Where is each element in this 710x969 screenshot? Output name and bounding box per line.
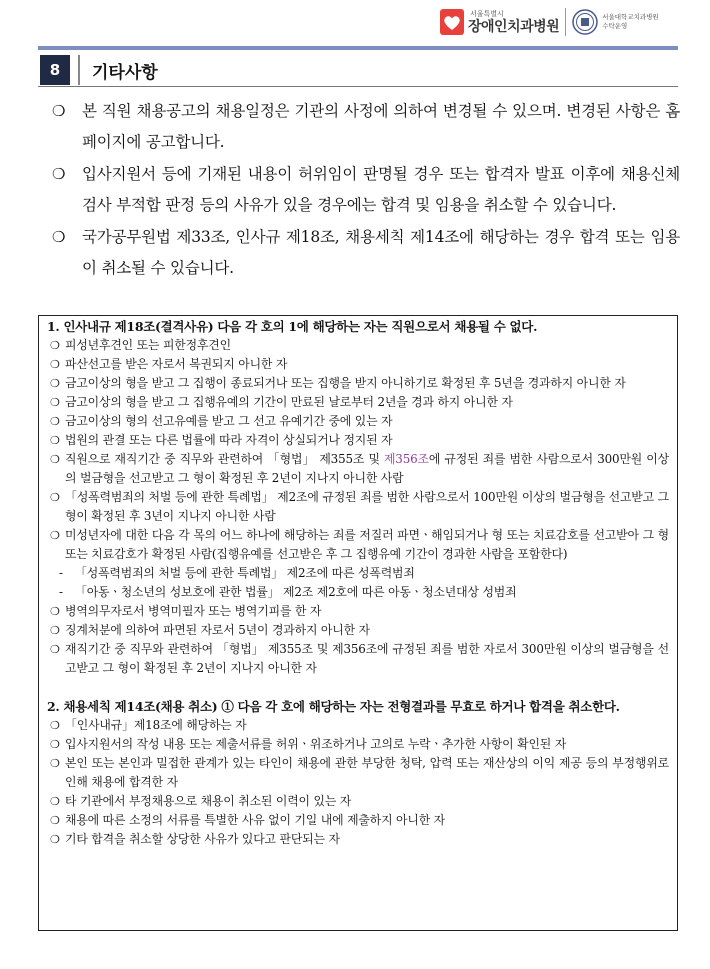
- notice-item: [50, 222, 680, 283]
- small-bullet-icon: ❍: [50, 605, 60, 618]
- box-list-item: ❍ 금고이상의 형을 받고 그 집행유예의 기간이 만료된 날로부터 2년을 경과 하지 아니한 자: [47, 393, 669, 412]
- small-bullet-icon: ❍: [50, 814, 60, 827]
- small-bullet-icon: ❍: [50, 339, 60, 352]
- box-heading-1: 1. 인사내규 제18조(결격사유) 다음 각 호의 1에 해당하는 자는 직원으로서 채용될 수 없다.: [47, 319, 538, 334]
- box-list-item: ❍ 입사지원서의 작성 내용 또는 제출서류를 허위ㆍ위조하거나 고의로 누락ㆍ추가한 사항이 확인된 자: [47, 735, 669, 754]
- box-list-item: ❍ 기타 합격을 취소할 상당한 사유가 있다고 판단되는 자: [47, 830, 669, 849]
- small-bullet-icon: ❍: [50, 377, 60, 390]
- box-list-item: ❍ 금고이상의 형을 받고 그 집행이 종료되거나 또는 집행을 받지 아니하기로 확정된 후 5년을 경과하지 아니한 자: [47, 374, 669, 393]
- box-list-item: ❍ 「인사내규」제18조에 해당하는 자: [47, 716, 669, 735]
- disqualification-box: [38, 315, 678, 931]
- box-list-item: ❍ 병역의무자로서 병역미필자 또는 병역기피를 한 자: [47, 602, 669, 621]
- box-list-item: ❍ 피성년후견인 또는 피한정후견인: [47, 336, 669, 355]
- dash-icon: -: [59, 585, 63, 599]
- box-sub-item: - 「아동ㆍ청소년의 성보호에 관한 법률」 제2조 제2호에 따른 아동ㆍ청소년대상 성범죄: [47, 583, 669, 602]
- notice-text: 입사지원서 등에 기재된 내용이 허위임이 판명될 경우 또는 합격자 발표 이후에 채용신체검사 부적합 판정 등의 사유가 있을 경우에는 합격 및 임용을 취소할 수 있습니다.: [82, 165, 680, 214]
- small-bullet-icon: ❍: [50, 396, 60, 409]
- small-bullet-icon: ❍: [50, 738, 60, 751]
- small-bullet-icon: ❍: [50, 434, 60, 447]
- notice-item: [50, 96, 680, 157]
- bullet-icon: ❍: [52, 228, 66, 246]
- small-bullet-icon: ❍: [50, 453, 60, 466]
- university-name: 서울대학교치과병원: [602, 12, 659, 21]
- small-bullet-icon: ❍: [50, 757, 60, 770]
- small-bullet-icon: ❍: [50, 795, 60, 808]
- box-list-item: ❍ 파산선고를 받은 자로서 복권되지 아니한 자: [47, 355, 669, 374]
- brand-hospital-name: 장애인치과병원: [468, 18, 560, 35]
- university-operation: 수탁운영: [602, 22, 628, 30]
- small-bullet-icon: ❍: [50, 719, 60, 732]
- box-list-item: ❍ 재직기간 중 직무와 관련하여 「형법」 제355조 및 제356조에 규정된 죄를 범한 자로서 300만원 이상의 벌금형을 선고받고 그 형이 확정된 후 2년이 지나지 아니한 자: [50, 642, 669, 675]
- notice-text: 국가공무원법 제33조, 인사규 제18조, 채용세칙 제14조에 해당하는 경우 합격 또는 임용이 취소될 수 있습니다.: [82, 228, 680, 277]
- spacer: [47, 678, 669, 698]
- small-bullet-icon: ❍: [50, 529, 60, 542]
- box-list-item: ❍ 미성년자에 대한 다음 각 목의 어느 하나에 해당하는 죄를 저질러 파면ㆍ해임되거나 형 또는 치료감호를 선고받아 그 형 또는 치료감호가 확정된 사람(집행유예를 선고받은 후 그 집행유예 기간이 경과한 사람을 포함한다): [50, 528, 669, 561]
- box-list-item: ❍ 채용에 따른 소정의 서류를 특별한 사유 없이 기일 내에 제출하지 아니한 자: [47, 811, 669, 830]
- heart-logo-icon: [440, 9, 464, 35]
- section-title: 기타사항: [92, 63, 158, 83]
- university-label: [602, 13, 659, 31]
- box-list-item: ❍ 금고이상의 형의 선고유예를 받고 그 선고 유예기간 중에 있는 자: [47, 412, 669, 431]
- box-list-item: ❍ 타 기관에서 부정채용으로 채용이 취소된 이력이 있는 자: [47, 792, 669, 811]
- box-heading-2: 2. 채용세칙 제14조(채용 취소) ① 다음 각 호에 해당하는 자는 전형결과를 무효로 하거나 합격을 취소한다.: [47, 699, 620, 714]
- box-list-item: ❍ 직원으로 재직기간 중 직무와 관련하여 「형법」 제355조 및 제356조에 규정된 죄를 범한 사람으로서 300만원 이상의 벌금형을 선고받고 그 형이 확정된 후 2년이 지나지 아니한 사람: [50, 452, 669, 485]
- small-bullet-icon: ❍: [50, 358, 60, 371]
- small-bullet-icon: ❍: [50, 624, 60, 637]
- page-header: [0, 0, 710, 46]
- hospital-brand: [440, 4, 659, 40]
- dash-icon: -: [59, 566, 63, 580]
- notice-text: 본 직원 채용공고의 채용일정은 기관의 사정에 의하여 변경될 수 있으며. 변경된 사항은 홈페이지에 공고합니다.: [82, 102, 680, 151]
- section-divider: [78, 55, 80, 85]
- header-rule: [38, 46, 678, 50]
- box-list-item: ❍ 본인 또는 본인과 밀접한 관계가 있는 타인이 채용에 관한 부당한 청탁, 압력 또는 재산상의 이익 제공 등의 부정행위로 인해 채용에 합격한 자: [50, 756, 669, 789]
- brand-city-label: 서울특별시: [470, 9, 504, 18]
- university-seal-icon: [572, 9, 598, 35]
- highlighted-article: 제356조: [383, 452, 429, 466]
- section-number: 8: [40, 55, 70, 85]
- box-sub-item: - 「성폭력범죄의 처벌 등에 관한 특례법」 제2조에 따른 성폭력범죄: [47, 564, 669, 583]
- main-notice-list: [50, 96, 680, 285]
- small-bullet-icon: ❍: [50, 415, 60, 428]
- section-heading: [38, 54, 678, 87]
- bullet-icon: ❍: [52, 165, 66, 183]
- box-list-item: ❍ 「성폭력범죄의 처벌 등에 관한 특례법」 제2조에 규정된 죄를 범한 사람으로서 100만원 이상의 벌금형을 선고받고 그 형이 확정된 후 3년이 지나지 아니한 사람: [50, 490, 669, 523]
- small-bullet-icon: ❍: [50, 491, 60, 504]
- bullet-icon: ❍: [52, 102, 66, 120]
- box-list-item: ❍ 법원의 관결 또는 다른 법률에 따라 자격이 상실되거나 정지된 자: [47, 431, 669, 450]
- small-bullet-icon: ❍: [50, 833, 60, 846]
- box-list-item: ❍ 징계처분에 의하여 파면된 자로서 5년이 경과하지 아니한 자: [47, 621, 669, 640]
- notice-item: [50, 159, 680, 220]
- small-bullet-icon: ❍: [50, 643, 60, 656]
- brand-divider: [565, 8, 566, 36]
